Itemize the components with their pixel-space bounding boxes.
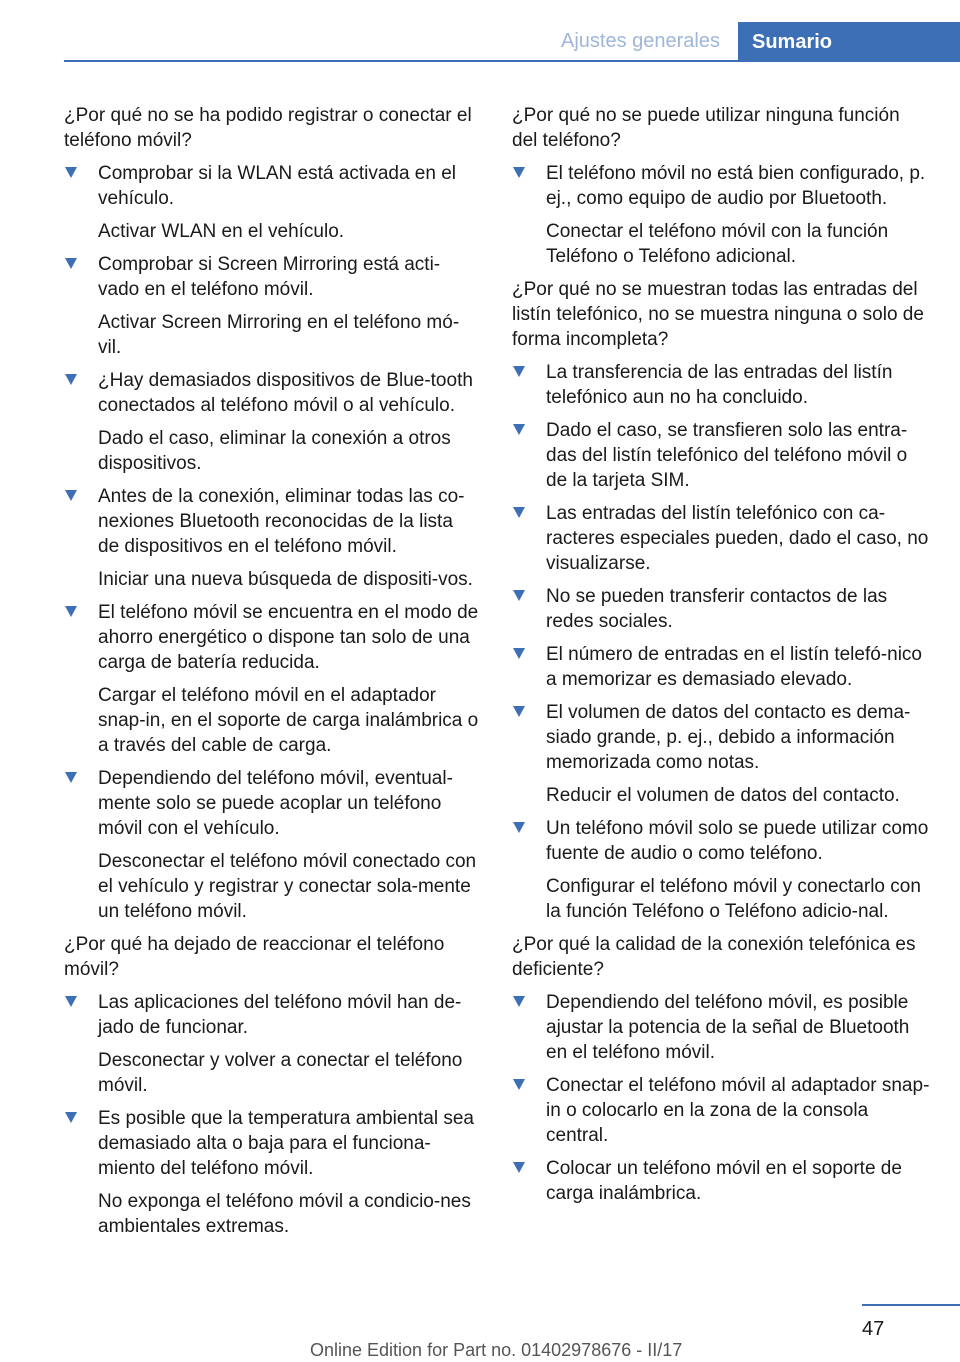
question-heading: ¿Por qué no se puede utilizar ninguna función del teléfono? — [512, 105, 900, 151]
item-text: Comprobar si la WLAN está activada en el vehículo. — [98, 163, 456, 209]
item-action: Activar WLAN en el vehículo. — [98, 221, 345, 242]
item-text: El teléfono móvil no está bien configurado, p. ej., como equipo de audio por Bluetooth. — [546, 163, 926, 209]
triangle-bullet-icon — [513, 706, 525, 717]
item-action: Activar Screen Mirroring en el teléfono mó‐vil. — [98, 312, 460, 358]
item-action: Iniciar una nueva búsqueda de dispositi‐vos. — [98, 569, 473, 590]
item-action: Reducir el volumen de datos del contacto. — [546, 785, 900, 806]
triangle-bullet-icon — [65, 490, 77, 501]
list-item — [64, 368, 479, 476]
triangle-bullet-icon — [513, 648, 525, 659]
triangle-bullet-icon — [513, 424, 525, 435]
item-text: ¿Hay demasiados dispositivos de Blue‐tooth conectados al teléfono móvil o al vehículo. — [98, 370, 473, 416]
item-text: Dependiendo del teléfono móvil, eventual‐mente solo se puede acoplar un teléfono móvil con el vehículo. — [98, 768, 453, 839]
question-heading: ¿Por qué ha dejado de reaccionar el teléfono móvil? — [64, 934, 445, 980]
footer-rule — [862, 1304, 960, 1306]
item-text: Un teléfono móvil solo se puede utilizar como fuente de audio o como teléfono. — [546, 818, 929, 864]
item-text: La transferencia de las entradas del listín telefónico aun no ha concluido. — [546, 362, 893, 408]
header-tab-summary[interactable]: Sumario — [738, 22, 960, 62]
triangle-bullet-icon — [513, 507, 525, 518]
triangle-bullet-icon — [513, 1079, 525, 1090]
item-text: No se pueden transferir contactos de las redes sociales. — [546, 586, 888, 632]
triangle-bullet-icon — [513, 167, 525, 178]
list-item — [512, 161, 930, 269]
item-action: Dado el caso, eliminar la conexión a otros dispositivos. — [98, 428, 451, 474]
question-heading: ¿Por qué no se ha podido registrar o conectar el teléfono móvil? — [64, 105, 472, 151]
triangle-bullet-icon — [65, 1112, 77, 1123]
item-text: Comprobar si Screen Mirroring está acti‐vado en el teléfono móvil. — [98, 254, 441, 300]
list-item — [64, 1106, 479, 1239]
list-item — [512, 584, 930, 634]
list-item — [512, 1156, 930, 1206]
item-action: Cargar el teléfono móvil en el adaptador snap-in, en el soporte de carga inalámbrica o a través del cable de carga. — [98, 685, 479, 756]
item-action: Conectar el teléfono móvil con la función Teléfono o Teléfono adicional. — [546, 221, 889, 267]
triangle-bullet-icon — [65, 258, 77, 269]
item-text: Las aplicaciones del teléfono móvil han de‐jado de funcionar. — [98, 992, 462, 1038]
question-heading: ¿Por qué la calidad de la conexión telefónica es deficiente? — [512, 934, 916, 980]
list-item — [512, 700, 930, 808]
header-section-title: Ajustes generales — [561, 30, 720, 52]
list-item — [512, 642, 930, 692]
item-text: Conectar el teléfono móvil al adaptador snap-in o colocarlo en la zona de la consola central. — [546, 1075, 930, 1146]
triangle-bullet-icon — [65, 772, 77, 783]
item-action: Desconectar el teléfono móvil conectado con el vehículo y registrar y conectar sola‐mente un teléfono móvil. — [98, 851, 477, 922]
list-item — [64, 766, 479, 924]
item-text: Antes de la conexión, eliminar todas las co‐nexiones Bluetooth reconocidas de la lista de dispositivos en el teléfono móvil. — [98, 486, 465, 557]
triangle-bullet-icon — [513, 1162, 525, 1173]
item-action: Desconectar y volver a conectar el teléfono móvil. — [98, 1050, 463, 1096]
right-column — [512, 103, 930, 1214]
list-item — [64, 990, 479, 1098]
item-action: No exponga el teléfono móvil a condicio‐nes ambientales extremas. — [98, 1191, 471, 1237]
list-item — [64, 484, 479, 592]
item-action: Configurar el teléfono móvil y conectarlo con la función Teléfono o Teléfono adicio‐nal. — [546, 876, 921, 922]
triangle-bullet-icon — [513, 996, 525, 1007]
edition-footer: Online Edition for Part no. 01402978676 - II/17 — [310, 1340, 683, 1360]
item-text: El teléfono móvil se encuentra en el modo de ahorro energético o dispone tan solo de una carga de batería reducida. — [98, 602, 479, 673]
triangle-bullet-icon — [513, 590, 525, 601]
triangle-bullet-icon — [65, 996, 77, 1007]
list-item — [512, 990, 930, 1065]
item-text: Colocar un teléfono móvil en el soporte de carga inalámbrica. — [546, 1158, 902, 1204]
list-item — [64, 600, 479, 758]
item-text: El número de entradas en el listín telefó‐nico a memorizar es demasiado elevado. — [546, 644, 922, 690]
question-heading: ¿Por qué no se muestran todas las entradas del listín telefónico, no se muestra ninguna o solo de forma incompleta? — [512, 279, 924, 350]
triangle-bullet-icon — [513, 366, 525, 377]
triangle-bullet-icon — [65, 606, 77, 617]
page-number: 47 — [862, 1318, 885, 1340]
list-item — [64, 252, 479, 360]
list-item — [512, 1073, 930, 1148]
left-column — [64, 103, 479, 1247]
triangle-bullet-icon — [513, 822, 525, 833]
list-item — [512, 816, 930, 924]
item-text: Dado el caso, se transfieren solo las entra‐das del listín telefónico del teléfono móvil o de la tarjeta SIM. — [546, 420, 908, 491]
item-text: Las entradas del listín telefónico con ca‐racteres especiales pueden, dado el caso, no visualizarse. — [546, 503, 929, 574]
item-text: El volumen de datos del contacto es dema‐siado grande, p. ej., debido a información memorizada como notas. — [546, 702, 911, 773]
triangle-bullet-icon — [65, 374, 77, 385]
list-item — [512, 418, 930, 493]
item-text: Es posible que la temperatura ambiental sea demasiado alta o baja para el funciona‐miento del teléfono móvil. — [98, 1108, 475, 1179]
list-item — [512, 360, 930, 410]
list-item — [512, 501, 930, 576]
triangle-bullet-icon — [65, 167, 77, 178]
item-text: Dependiendo del teléfono móvil, es posible ajustar la potencia de la señal de Bluetooth en el teléfono móvil. — [546, 992, 910, 1063]
list-item — [64, 161, 479, 244]
